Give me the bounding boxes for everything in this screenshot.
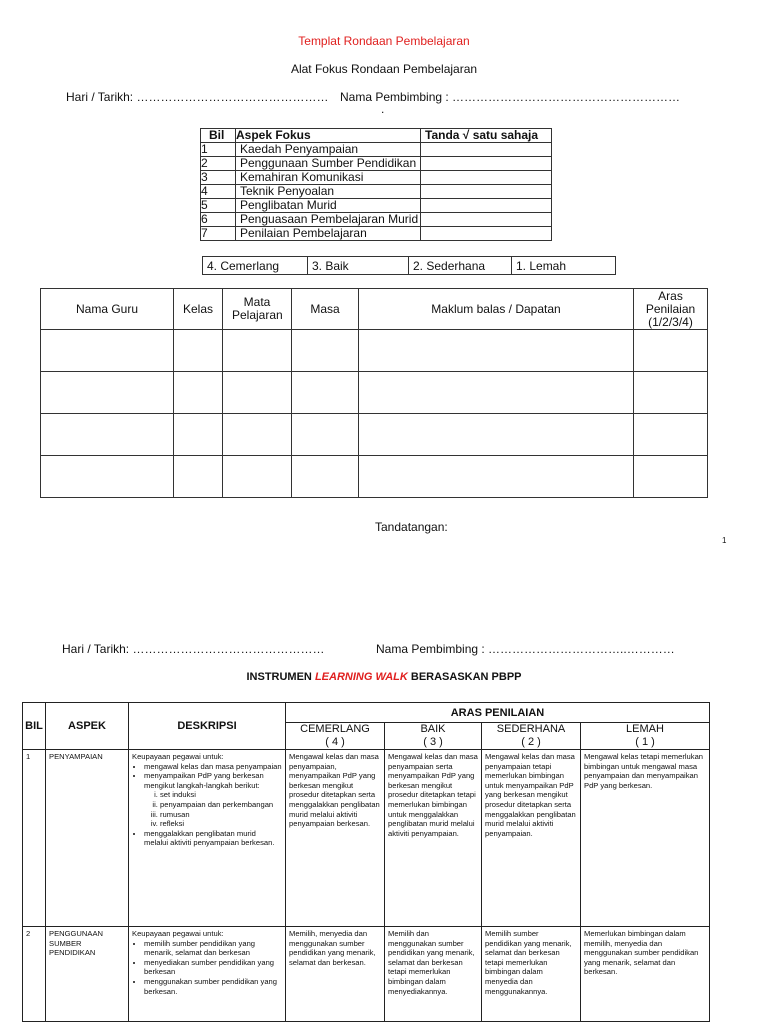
rating-scale — [202, 256, 616, 275]
cell-input[interactable] — [223, 330, 292, 372]
cell-input[interactable] — [223, 372, 292, 414]
col-tanda: Tanda √ satu sahaja — [421, 129, 552, 143]
cell-input[interactable] — [292, 456, 359, 498]
tick-cell[interactable] — [421, 199, 552, 213]
row-aspek: PENGGUNAAN SUMBER PENDIDIKAN — [46, 927, 129, 1022]
cell-input[interactable] — [174, 372, 223, 414]
page-subtitle: Alat Fokus Rondaan Pembelajaran — [290, 62, 478, 76]
cell-baik: Mengawal kelas dan masa penyampaian serta menyampaikan PdP yang berkesan mengikut prosedur ditetapkan tetapi memerlukan bimbingan untuk menggalakkan penglibatan murid melalui aktiviti penyampaian. — [385, 750, 482, 927]
level-lemah: LEMAH ( 1 ) — [581, 723, 710, 750]
cell-input[interactable] — [634, 414, 708, 456]
cell-input[interactable] — [634, 372, 708, 414]
table-row — [201, 185, 552, 199]
rating-baik: 3. Baik — [308, 257, 409, 275]
tick-cell[interactable] — [421, 143, 552, 157]
table-row — [23, 750, 710, 927]
row-bil: 2 — [23, 927, 46, 1022]
cell-input[interactable] — [174, 414, 223, 456]
cell-input[interactable] — [359, 330, 634, 372]
page-number: 1 — [722, 536, 727, 545]
col-bil: BIL — [23, 703, 46, 750]
table-header-row — [201, 129, 552, 143]
cell-baik: Memilih dan menggunakan sumber pendidikan yang menarik, selamat dan berkesan tetapi memerlukan bimbingan dalam menyediakannya. — [385, 927, 482, 1022]
cell-input[interactable] — [634, 330, 708, 372]
row-aspek: Teknik Penyoalan — [236, 185, 421, 199]
table-row — [201, 157, 552, 171]
col-maklum-balas: Maklum balas / Dapatan — [359, 289, 634, 330]
col-mata-pelajaran: Mata Pelajaran — [223, 289, 292, 330]
instrument-table — [22, 702, 710, 1022]
cell-input[interactable] — [41, 456, 174, 498]
row-bil: 2 — [201, 157, 236, 171]
row-deskripsi: Keupayaan pegawai untuk: • memilih sumber pendidikan yang menarik, selamat dan berkesan • menyediakan sumber pendidikan yang berkesan • menggunakan sumber pendidikan yang berkesan. — [129, 927, 286, 1022]
table-row — [201, 143, 552, 157]
row-aspek: Penglibatan Murid — [236, 199, 421, 213]
level-sederhana: SEDERHANA ( 2 ) — [482, 723, 581, 750]
row-bil: 4 — [201, 185, 236, 199]
cell-input[interactable] — [41, 414, 174, 456]
cell-input[interactable] — [174, 330, 223, 372]
row-bil: 5 — [201, 199, 236, 213]
level-cemerlang: CEMERLANG ( 4 ) — [286, 723, 385, 750]
cell-sederhana: Mengawal kelas dan masa penyampaian tetapi memerlukan bimbingan untuk menyampaikan PdP yang berkesan mengikut prosedur ditetapkan serta menggalakkan penglibatan murid melalui aktiviti penyampaian. — [482, 750, 581, 927]
table-row — [41, 456, 708, 498]
signature-label: Tandatangan: — [375, 520, 448, 534]
rating-cemerlang: 4. Cemerlang — [203, 257, 308, 275]
instrument-title: INSTRUMEN LEARNING WALK BERASASKAN PBPP — [246, 671, 522, 683]
row-bil: 1 — [23, 750, 46, 927]
col-masa: Masa — [292, 289, 359, 330]
table-row — [201, 171, 552, 185]
row-aspek: Kaedah Penyampaian — [236, 143, 421, 157]
cell-input[interactable] — [292, 330, 359, 372]
col-aspek: ASPEK — [46, 703, 129, 750]
col-deskripsi: DESKRIPSI — [129, 703, 286, 750]
table-row — [41, 372, 708, 414]
cell-input[interactable] — [359, 372, 634, 414]
col-aras-penilaian: Aras Penilaian (1/2/3/4) — [634, 289, 708, 330]
cell-input[interactable] — [292, 372, 359, 414]
row-bil: 7 — [201, 227, 236, 241]
row-aspek: Penggunaan Sumber Pendidikan — [236, 157, 421, 171]
table-row — [201, 213, 552, 227]
col-aspek-fokus: Aspek Fokus — [236, 129, 421, 143]
cell-input[interactable] — [292, 414, 359, 456]
nama-pembimbing-field: Nama Pembimbing : ………………………………………………… — [340, 90, 681, 104]
table-row — [201, 199, 552, 213]
cell-input[interactable] — [174, 456, 223, 498]
table-row — [201, 227, 552, 241]
cell-input[interactable] — [223, 456, 292, 498]
row-bil: 1 — [201, 143, 236, 157]
cell-input[interactable] — [359, 414, 634, 456]
col-nama-guru: Nama Guru — [41, 289, 174, 330]
cell-input[interactable] — [41, 372, 174, 414]
level-baik: BAIK ( 3 ) — [385, 723, 482, 750]
cell-input[interactable] — [223, 414, 292, 456]
table-header-row — [41, 289, 708, 330]
table-row — [41, 330, 708, 372]
row-aspek: PENYAMPAIAN — [46, 750, 129, 927]
col-aras-penilaian: ARAS PENILAIAN — [286, 703, 710, 723]
cell-cemerlang: Mengawal kelas dan masa penyampaian, menyampaikan PdP yang berkesan mengikut prosedur ditetapkan serta menggalakkan penglibatan murid melalui aktiviti penyampaian berkesan. — [286, 750, 385, 927]
tick-cell[interactable] — [421, 185, 552, 199]
cell-lemah: Mengawal kelas tetapi memerlukan bimbingan untuk mengawal masa penyampaian dan menyampaikan PdP yang berkesan. — [581, 750, 710, 927]
row-aspek: Kemahiran Komunikasi — [236, 171, 421, 185]
table-row — [41, 414, 708, 456]
row-deskripsi: Keupayaan pegawai untuk: • mengawal kelas dan masa penyampaian • menyampaikan PdP yang berkesan mengikut langkah-langkah berikut: i. set induksi ii. penyampaian dan perkembangan iii. rumusan iv. refleksi • menggalakkan penglibatan murid melalui aktiviti penyampaian berkesan. — [129, 750, 286, 927]
rating-sederhana: 2. Sederhana — [409, 257, 512, 275]
cell-input[interactable] — [359, 456, 634, 498]
table-header-row — [23, 703, 710, 723]
col-bil: Bil — [201, 129, 236, 143]
row-bil: 3 — [201, 171, 236, 185]
tick-cell[interactable] — [421, 171, 552, 185]
aspek-fokus-table — [200, 128, 552, 241]
tick-cell[interactable] — [421, 157, 552, 171]
cell-cemerlang: Memilih, menyedia dan menggunakan sumber pendidikan yang menarik, selamat dan berkesan. — [286, 927, 385, 1022]
rating-lemah: 1. Lemah — [512, 257, 616, 275]
table-row — [23, 927, 710, 1022]
row-bil: 6 — [201, 213, 236, 227]
col-kelas: Kelas — [174, 289, 223, 330]
hari-tarikh-field: Hari / Tarikh: ………………………………………… — [66, 90, 329, 104]
cell-sederhana: Memilih sumber pendidikan yang menarik, selamat dan berkesan tetapi memerlukan bimbingan dalam menyedia dan menggunakannya. — [482, 927, 581, 1022]
template-title: Templat Rondaan Pembelajaran — [298, 34, 470, 48]
cell-input[interactable] — [634, 456, 708, 498]
stray-dot: . — [381, 102, 385, 116]
tick-cell[interactable] — [421, 213, 552, 227]
row-aspek: Penilaian Pembelajaran — [236, 227, 421, 241]
tick-cell[interactable] — [421, 227, 552, 241]
cell-lemah: Memerlukan bimbingan dalam memilih, menyedia dan menggunakan sumber pendidikan yang menarik, selamat dan berkesan. — [581, 927, 710, 1022]
nama-pembimbing-field-2: Nama Pembimbing : ……………………………..………… — [376, 642, 675, 656]
guru-table — [40, 288, 708, 498]
row-aspek: Penguasaan Pembelajaran Murid — [236, 213, 421, 227]
cell-input[interactable] — [41, 330, 174, 372]
hari-tarikh-field-2: Hari / Tarikh: ………………………………………… — [62, 642, 325, 656]
